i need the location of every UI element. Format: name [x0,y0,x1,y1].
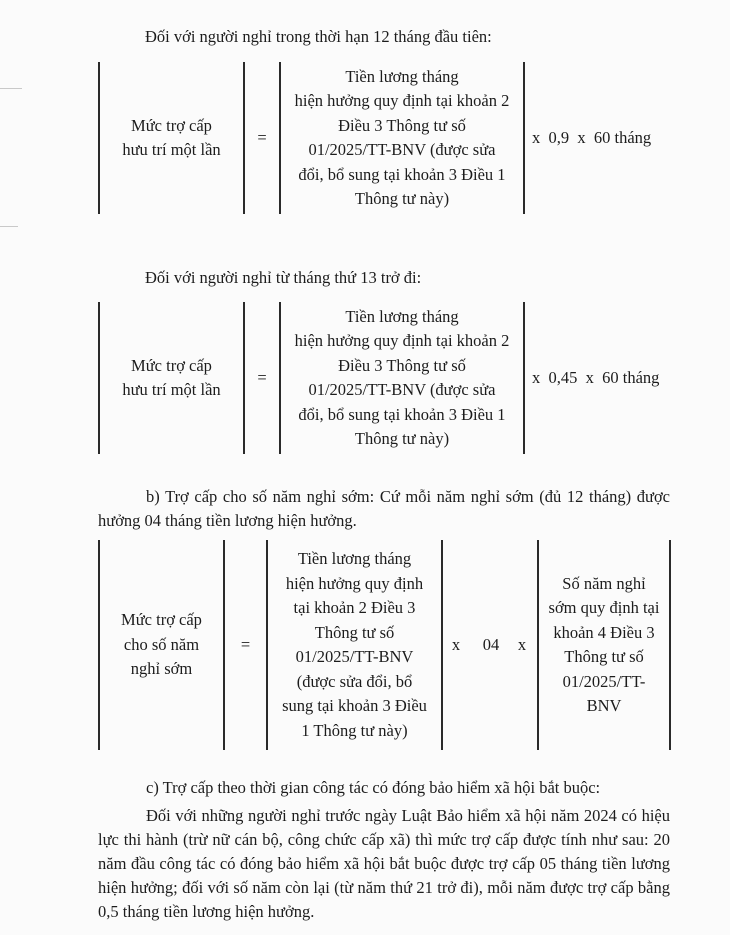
formula-middle-salary: Tiền lương tháng hiện hưởng quy định tại khoản 2 Điều 3 Thông tư số 01/2025/TT-BNV (được sửa đổi, bổ sung tại khoản 3 Điều 1 Thông tư này) [294,66,510,208]
formula-multiplier: x 0,9 x 60 tháng [532,127,652,147]
scan-edge-mark [0,226,18,227]
section-b-early-retirement: b) Trợ cấp cho số năm nghỉ sớm: Cứ mỗi năm nghỉ sớm (đủ 12 tháng) được hưởng 04 tháng tiền lương hiện hưởng. [98,487,670,530]
formula-border [523,302,525,454]
formula-middle-salary: Tiền lương tháng hiện hưởng quy định tại khoản 2 Điều 3 Thông tư số 01/2025/TT-BNV (được sửa đổi, bổ sung tại khoản 3 Điều 1 Thông tư này) [282,549,427,740]
section-c-heading: c) Trợ cấp theo thời gian công tác có đóng bảo hiểm xã hội bắt buộc: [146,778,601,797]
formula-left-label: Mức trợ cấp hưu trí một lần [122,355,221,399]
formula-multiplier: x 0,45 x 60 tháng [532,367,660,387]
formula-border [266,540,268,750]
formula-border [243,302,245,454]
formula-border [223,540,225,750]
formula-border [98,540,100,750]
formula-left-label: Mức trợ cấp cho số năm nghỉ sớm [121,610,202,679]
intro-first-12-months: Đối với người nghỉ trong thời hạn 12 tháng đầu tiên: [145,27,492,46]
equals-sign: = [257,367,267,387]
times-sign: x [451,634,461,654]
scan-edge-mark [0,88,22,89]
formula-border [98,302,100,454]
factor-04: 04 [482,634,500,654]
formula-border [537,540,539,750]
equals-sign: = [240,634,251,654]
formula-border [98,62,100,214]
formula-middle-salary: Tiền lương tháng hiện hưởng quy định tại khoản 2 Điều 3 Thông tư số 01/2025/TT-BNV (được sửa đổi, bổ sung tại khoản 3 Điều 1 Thông tư này) [294,306,510,448]
formula-border [523,62,525,214]
equals-sign: = [257,127,267,147]
section-c-body: Đối với những người nghỉ trước ngày Luật Bảo hiểm xã hội năm 2024 có hiệu lực thi hành (trừ nữ cán bộ, công chức cấp xã) thì mức trợ cấp được tính như sau: 20 năm đầu công tác có đóng bảo hiểm xã hội bắt buộc được trợ cấp 05 tháng tiền lương hiện hưởng; đối với số năm còn lại (từ năm thứ 21 trở đi), mỗi năm được trợ cấp bằng 0,5 tháng tiền lương hiện hưởng. [98,806,670,921]
times-sign: x [517,634,527,654]
formula-border [669,540,671,750]
formula-right-years: Số năm nghỉ sớm quy định tại khoản 4 Điều 3 Thông tư số 01/2025/TT- BNV [548,573,660,715]
formula-border [279,62,281,214]
formula-border [243,62,245,214]
formula-left-label: Mức trợ cấp hưu trí một lần [122,115,221,159]
formula-border [441,540,443,750]
intro-from-month-13: Đối với người nghỉ từ tháng thứ 13 trở đi: [145,268,422,287]
formula-border [279,302,281,454]
